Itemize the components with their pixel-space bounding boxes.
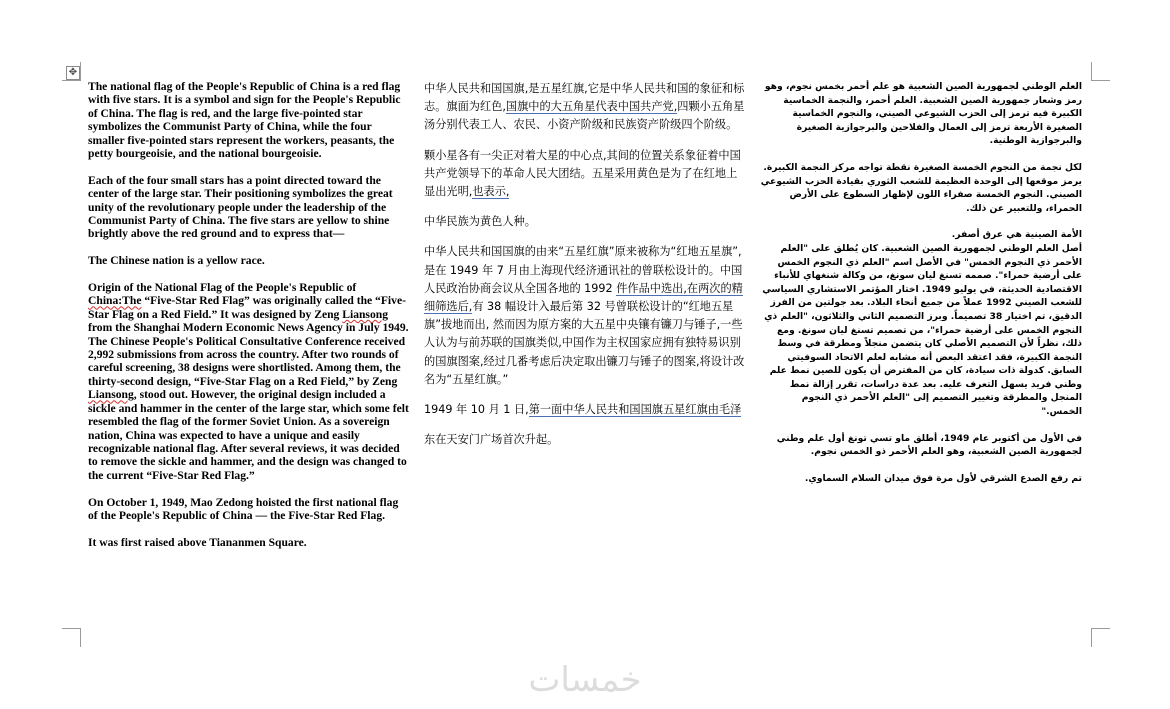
margin-corner-top-right xyxy=(1091,62,1110,81)
chinese-paragraph-2 xyxy=(424,147,746,202)
english-paragraph-4 xyxy=(88,281,410,482)
text-run: 1949 年 10 月 1 日, xyxy=(424,403,529,417)
text-run: 有 38 幅设计入最后第 32 号曾联松设计的“红地五星旗”拔地而出, 然而因为原方案的大五星中央镶有镰刀与锤子,一些人认为与前苏联的国旗类似,中国作为主权国家应拥有独特易识别的国旗图案,经过几番考虑后决定取出镰刀与锤子的图案,将设计改名为“五星红旗。” xyxy=(424,300,745,386)
watermark-logo: خمسات xyxy=(528,660,642,700)
english-paragraph-3: The Chinese nation is a yellow race. xyxy=(88,254,265,268)
spelling-flag[interactable]: Liansong xyxy=(342,307,388,321)
text-run: 颗小星各有一尖正对着大星的中心点,其间的位置关系象征着中国共产党领导下的革命人民大团结。五星采用黄色是为了在红地上显出光明, xyxy=(424,148,741,199)
text-run: Origin of the National Flag of the People's Republic of xyxy=(88,281,357,295)
text-run: from the Shanghai Modern Economic News Agency in July 1949. The Chinese People's Political Consultative Conference received 2,992 submissions from across the country. After two rounds of careful screening, 38 designs were shortlisted. Among them, the thirty-second design, “Five-Star Flag on a Red Field,” by Zeng xyxy=(88,321,409,388)
english-paragraph-5: On October 1, 1949, Mao Zedong hoisted the first national flag of the People's Republic of China — the Five-Star Red Flag. xyxy=(88,495,399,522)
chinese-column xyxy=(424,80,746,461)
text-run: 四颗小五角星汤分别代表工人、农民、小资产阶级和民族资产阶级四个阶级。 xyxy=(424,100,745,132)
chinese-paragraph-4 xyxy=(424,243,746,389)
text-run: الأمة الصينية هي عرق أصفر. xyxy=(951,229,1082,241)
arabic-paragraph-2: لكل نجمة من النجوم الخمسة الصغيرة نقطة تواجه مركز النجمة الكبيرة. يرمز موقعها إلى الوحدة العظيمة للشعب الثوري بقيادة الحزب الشيوعي الصيني. النجوم الخمسة صفراء اللون لإظهار السطوع على الأرض الحمراء، وللتعبير عن ذلك. xyxy=(760,161,1082,214)
margin-corner-bottom-right xyxy=(1091,628,1110,647)
chinese-paragraph-5 xyxy=(424,401,746,419)
spelling-flag[interactable]: China:The xyxy=(88,294,142,308)
english-paragraph-1: The national flag of the People's Republic of China is a red flag with five stars. It is a symbol and sign for the People's Republic of China. The flag is red, and the large five-pointed star symbolizes the Communist Party of China, while the four smaller five-pointed stars represent the workers, peasants, the petty bourgeoisie, and the national bourgeoisie. xyxy=(88,80,401,161)
arabic-column xyxy=(760,80,1082,498)
grammar-flag[interactable]: 也表示, xyxy=(472,185,510,199)
text-run: أصل العلم الوطني لجمهورية الصين الشعبية. كان يُطلق على "العلم الأحمر ذي النجوم الخمس" في الأصل اسم "العلم ذي النجوم الخمس على أرضية حمراء". صممه تسنغ ليان سونغ، من وكالة شنغهاي للأنباء الاقتصادية الحديثة، في يوليو 1949. اختار المؤتمر الاستشاري السياسي للشعب الصيني 1992 عملاً من جميع أنحاء البلاد. بعد جولتين من الفرز الدقيق، تم اختيار 38 تصميماً. وبرز التصميم الثاني والثلاثون، "العلم ذي النجوم الخمس على أرضية حمراء"، من تصميم تسنغ ليان سونغ. ومع ذلك، نظراً لأن التصميم الأصلي كان يتضمن منجلاً ومطرقة في وسط النجمة الكبيرة، فقد اعتقد البعض أنه مشابه لعلم الاتحاد السوفيتي السابق. كدولة ذات سيادة، كان من المفترض أن يكون للصين نمط علم وطني فريد يسهل التعرف عليه. بعد عدة دراسات، تقرر إزالة نمط المنجل والمطرقة وتغيير التصميم إلى "العلم الأحمر ذي النجوم الخمس." xyxy=(762,242,1082,418)
arabic-paragraph-3 xyxy=(760,228,1082,418)
text-run: “Five-Star Red Flag” was originally called the “Five-Star Flag on a Red Field.” It was designed by Zeng xyxy=(88,294,406,321)
english-column xyxy=(88,80,410,563)
text-run: 中华人民共和国国旗,是五星红旗,它是中华人民共和国的象征和标志。旗面为红色, xyxy=(424,82,745,114)
chinese-paragraph-1 xyxy=(424,80,746,135)
english-paragraph-6: It was first raised above Tiananmen Square. xyxy=(88,535,307,549)
spelling-flag[interactable]: Liansong xyxy=(88,388,134,402)
text-run: 中华人民共和国国旗的由来“五星红旗”原来被称为“红地五星旗”,是在 1949 年 7 月由上海现代经济通讯社的曾联松设计的。中国人民政治协商会议从全国各地的 1992 xyxy=(424,245,743,295)
text-run: , stood out. However, the original design included a sickle and hammer in the center of the large star, which some felt resembled the flag of the former Soviet Union. As a sovereign nation, China was expected to have a unique and easily recognizable national flag. After several reviews, it was decided to remove the sickle and hammer, and the design was changed to the current “Five-Star Red Flag.” xyxy=(88,388,409,482)
english-paragraph-2: Each of the four small stars has a point directed toward the center of the large star. Their positioning symbolizes the great unity of the revolutionary people under the leadership of the Communist Party of China. The five stars are yellow to shine brightly above the red ground and to express that— xyxy=(88,173,393,241)
chinese-paragraph-3: 中华民族为黄色人种。 xyxy=(424,215,536,229)
arabic-paragraph-1: العلم الوطني لجمهورية الصين الشعبية هو علم أحمر بخمس نجوم، وهو رمز وشعار جمهورية الصين الشعبية. العلم أحمر، والنجمة الخماسية الكبيرة فيه ترمز إلى الحزب الشيوعي الصيني، والنجوم الخماسية الصغيرة الأربعة ترمز إلى العمال والفلاحين والبرجوازية الصغيرة والبرجوازية الوطنية. xyxy=(764,81,1082,147)
move-arrows-icon[interactable]: ✥ xyxy=(66,66,80,80)
margin-corner-bottom-left xyxy=(62,628,81,647)
chinese-paragraph-6: 东在天安门广场首次升起。 xyxy=(424,433,559,447)
grammar-flag[interactable]: 国旗中的大五角星代表中国共产党, xyxy=(505,100,678,114)
grammar-flag[interactable]: 件作品中选出,在两次的精细筛选后, xyxy=(424,281,743,314)
grammar-flag[interactable]: 第一面中华人民共和国国旗五星红旗由毛泽 xyxy=(528,403,742,417)
arabic-paragraph-4: في الأول من أكتوبر عام 1949، أطلق ماو تسي تونغ أول علم وطني لجمهورية الصين الشعبية، وهو العلم الأحمر ذو الخمس نجوم. xyxy=(776,432,1082,458)
arabic-paragraph-5: تم رفع الصدع الشرقي لأول مرة فوق ميدان السلام السماوي. xyxy=(804,472,1082,484)
